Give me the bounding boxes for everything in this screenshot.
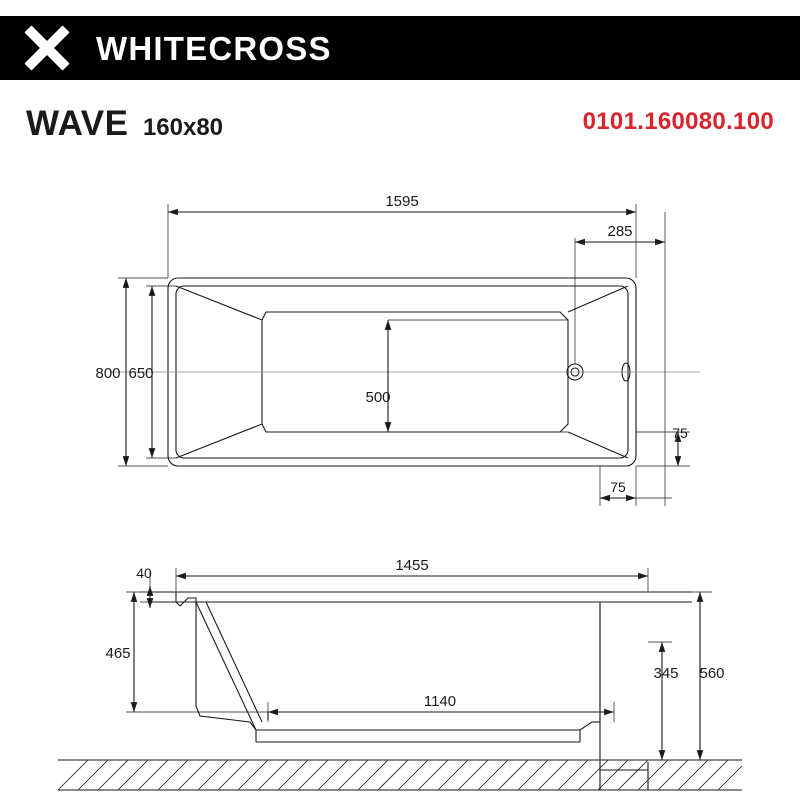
dim-edge-bottom: 75 [610, 479, 626, 495]
technical-drawing [0, 150, 800, 800]
brand-header [0, 16, 800, 80]
dim-inner-depth: 465 [105, 645, 131, 662]
dim-overall-length: 1595 [385, 193, 419, 210]
dim-foot-height: 345 [653, 665, 679, 682]
brand-name: WHITECROSS [96, 29, 332, 67]
model-name: WAVE [26, 104, 129, 143]
x-cross-icon [26, 27, 68, 69]
dim-inner-length: 500 [365, 389, 391, 406]
top-view-dimensions [118, 204, 690, 506]
dim-overall-width: 800 [95, 365, 121, 382]
dim-edge-right: 75 [672, 425, 688, 441]
dim-drain-offset: 285 [607, 223, 633, 240]
model-size: 160x80 [142, 114, 224, 141]
dimension-labels [95, 193, 724, 710]
product-title-row [26, 104, 774, 146]
top-view-outline [110, 278, 700, 466]
article-code: 0101.160080.100 [582, 108, 774, 135]
dim-rim-thickness: 40 [136, 565, 152, 581]
side-view-dimensions [126, 568, 712, 760]
dim-inner-width: 650 [128, 365, 154, 382]
dim-bottom-length: 1140 [423, 693, 457, 710]
floor-hatching [58, 760, 742, 790]
dim-overall-height: 560 [699, 665, 725, 682]
dim-top-length: 1455 [395, 557, 429, 574]
